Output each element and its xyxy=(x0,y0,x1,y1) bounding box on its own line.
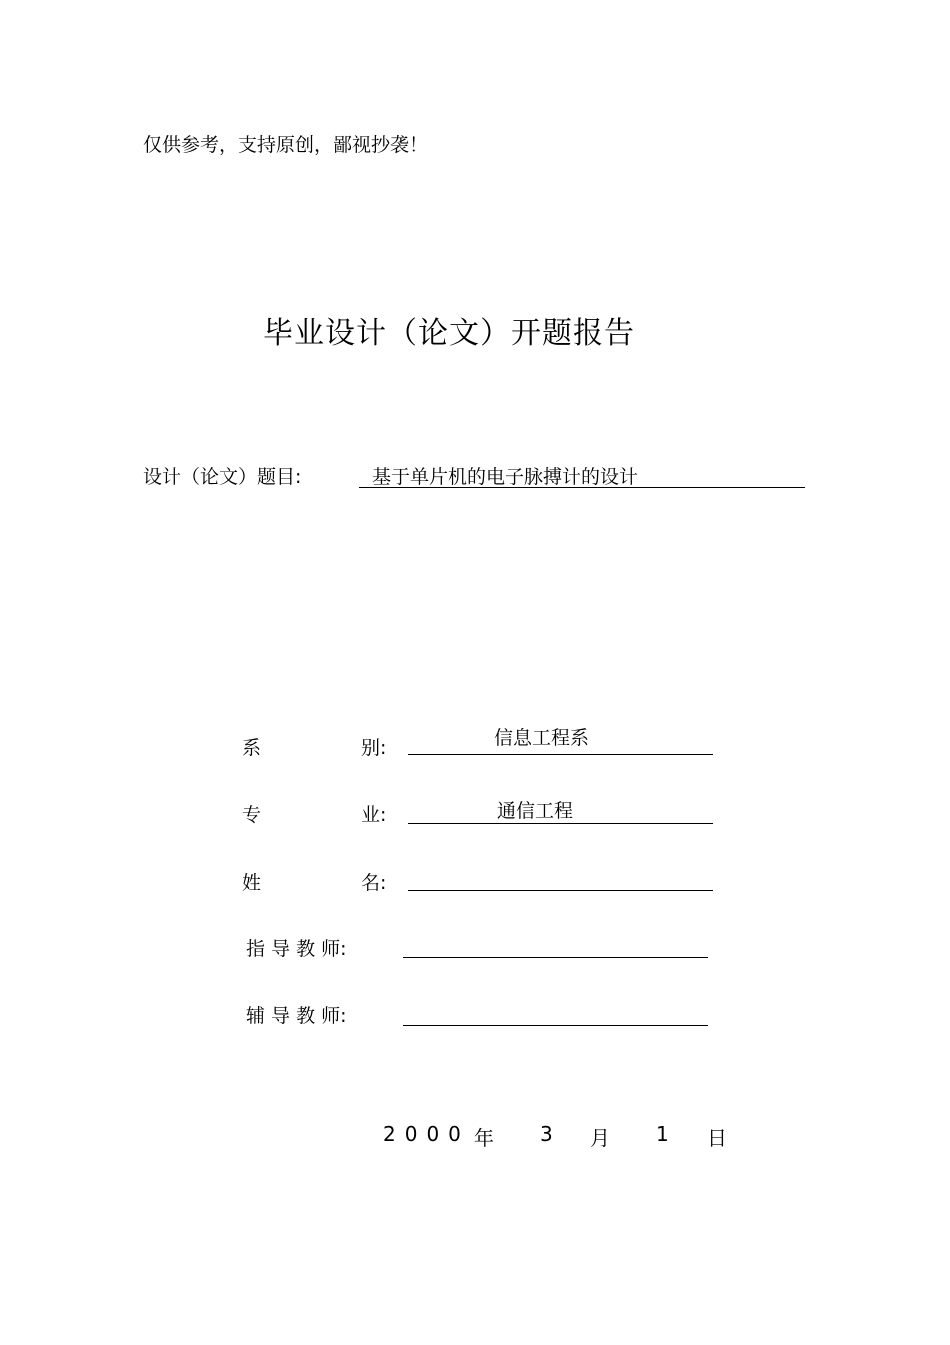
topic-value: 基于单片机的电子脉搏计的设计 xyxy=(372,466,639,488)
name-label-first: 姓 xyxy=(242,872,262,894)
tutor-underline xyxy=(403,1025,708,1026)
major-value: 通信工程 xyxy=(497,800,574,822)
major-label-first: 专 xyxy=(242,804,262,826)
date-day: 1 xyxy=(656,1122,669,1146)
date-day-unit: 日 xyxy=(707,1126,727,1150)
date-month-unit: 月 xyxy=(590,1126,610,1150)
major-label-second: 业: xyxy=(361,804,387,826)
department-underline xyxy=(408,754,713,755)
name-label-second: 名: xyxy=(361,872,387,894)
department-label-first: 系 xyxy=(242,737,262,759)
tutor-label: 辅 导 教 师: xyxy=(246,1005,347,1027)
advisor-underline xyxy=(403,957,708,958)
date-year-unit: 年 xyxy=(474,1126,494,1150)
major-underline xyxy=(408,823,713,824)
name-underline xyxy=(408,890,713,891)
notice-text: 仅供参考，支持原创，鄙视抄袭！ xyxy=(143,134,429,156)
page-title: 毕业设计（论文）开题报告 xyxy=(263,316,635,351)
date-month: 3 xyxy=(540,1122,553,1146)
department-value: 信息工程系 xyxy=(494,727,590,749)
date-year: 2000 xyxy=(383,1122,470,1146)
department-label-second: 别: xyxy=(361,737,387,759)
topic-label: 设计（论文）题目: xyxy=(143,466,302,488)
advisor-label: 指 导 教 师: xyxy=(246,938,347,960)
